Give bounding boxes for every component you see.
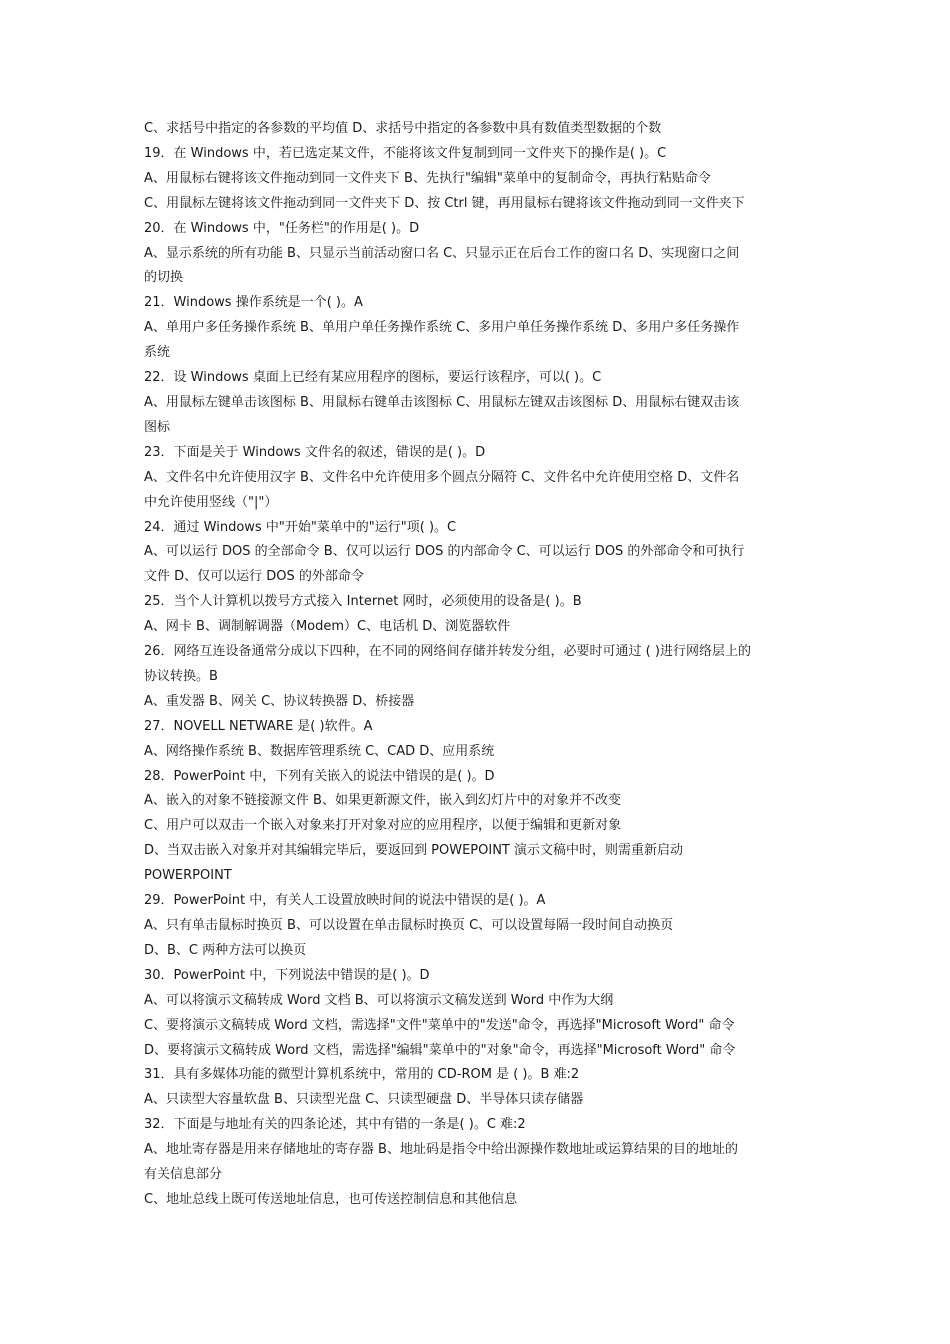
text-line: A、可以运行 DOS 的全部命令 B、仅可以运行 DOS 的内部命令 C、可以运行 DOS 的外部命令和可执行	[144, 544, 745, 560]
question-19: 19．在 Windows 中，若已选定某文件，不能将该文件复制到同一文件夹下的操作是( )。C	[144, 145, 667, 161]
text-line: A、网络操作系统 B、数据库管理系统 C、CAD D、应用系统	[144, 743, 495, 759]
text-line: POWERPOINT	[144, 868, 232, 884]
question-22: 22．设 Windows 桌面上已经有某应用程序的图标，要运行该程序，可以( )。C	[144, 370, 602, 386]
text-line: 文件 D、仅可以运行 DOS 的外部命令	[144, 569, 364, 585]
text-line: 协议转换。B	[144, 668, 218, 684]
text-line: A、显示系统的所有功能 B、只显示当前活动窗口名 C、只显示正在后台工作的窗口名 D、实现窗口之间	[144, 245, 740, 261]
text-line: A、只读型大容量软盘 B、只读型光盘 C、只读型硬盘 D、半导体只读存储器	[144, 1092, 584, 1108]
document-page	[144, 117, 812, 1213]
question-28: 28．PowerPoint 中，下列有关嵌入的说法中错误的是( )。D	[144, 768, 495, 784]
text-line: 图标	[144, 419, 171, 435]
text-line: C、要将演示文稿转成 Word 文档，需选择"文件"菜单中的"发送"命令，再选择"Microsoft Word" 命令	[144, 1017, 735, 1033]
text-line: 系统	[144, 345, 171, 361]
text-line: A、地址寄存器是用来存储地址的寄存器 B、地址码是指令中给出源操作数地址或运算结果的目的地址的	[144, 1142, 738, 1158]
text-line: C、求括号中指定的各参数的平均值 D、求括号中指定的各参数中具有数值类型数据的个数	[144, 121, 662, 136]
question-26: 26．网络互连设备通常分成以下四种，在不同的网络间存储并转发分组，必要时可通过 ( )进行网络层上的	[144, 644, 751, 660]
question-20: 20．在 Windows 中，"任务栏"的作用是( )。D	[144, 220, 420, 236]
text-line: D、当双击嵌入对象并对其编辑完毕后，要返回到 POWEPOINT 演示文稿中时，则需重新启动	[144, 843, 683, 859]
text-line: C、用鼠标左键将该文件拖动到同一文件夹下 D、按 Ctrl 键，再用鼠标右键将该文件拖动到同一文件夹下	[144, 195, 745, 211]
text-line: A、可以将演示文稿转成 Word 文档 B、可以将演示文稿发送到 Word 中作为大纲	[144, 992, 614, 1008]
question-31: 31．具有多媒体功能的微型计算机系统中，常用的 CD-ROM 是 ( )。B 难:2	[144, 1067, 580, 1083]
text-line: A、单用户多任务操作系统 B、单用户单任务操作系统 C、多用户单任务操作系统 D、多用户多任务操作	[144, 320, 740, 336]
text-line: C、地址总线上既可传送地址信息，也可传送控制信息和其他信息	[144, 1191, 518, 1207]
question-24: 24．通过 Windows 中"开始"菜单中的"运行"项( )。C	[144, 519, 457, 535]
text-line: D、要将演示文稿转成 Word 文档，需选择"编辑"菜单中的"对象"命令，再选择"Microsoft Word" 命令	[144, 1042, 736, 1058]
text-line: A、网卡 B、调制解调器（Modem）C、电话机 D、浏览器软件	[144, 619, 511, 635]
question-29: 29．PowerPoint 中，有关人工设置放映时间的说法中错误的是( )。A	[144, 893, 546, 909]
text-line: A、文件名中允许使用汉字 B、文件名中允许使用多个圆点分隔符 C、文件名中允许使用空格 D、文件名	[144, 469, 740, 485]
text-line: A、用鼠标左键单击该图标 B、用鼠标右键单击该图标 C、用鼠标左键双击该图标 D、用鼠标右键双击该	[144, 394, 740, 410]
text-line: 有关信息部分	[144, 1167, 223, 1183]
question-21: 21．Windows 操作系统是一个( )。A	[144, 295, 363, 311]
text-line: C、用户可以双击一个嵌入对象来打开对象对应的应用程序，以便于编辑和更新对象	[144, 818, 622, 834]
question-32: 32．下面是与地址有关的四条论述，其中有错的一条是( )。C 难:2	[144, 1117, 526, 1133]
text-line: A、用鼠标右键将该文件拖动到同一文件夹下 B、先执行"编辑"菜单中的复制命令，再执行粘贴命令	[144, 170, 711, 186]
text-line: A、重发器 B、网关 C、协议转换器 D、桥接器	[144, 693, 415, 709]
question-27: 27．NOVELL NETWARE 是( )软件。A	[144, 718, 373, 734]
text-line: 中允许使用竖线（"|"）	[144, 494, 278, 510]
text-line: D、B、C 两种方法可以换页	[144, 942, 307, 958]
question-30: 30．PowerPoint 中，下列说法中错误的是( )。D	[144, 967, 430, 983]
question-23: 23．下面是关于 Windows 文件名的叙述，错误的是( )。D	[144, 444, 486, 460]
text-line: A、只有单击鼠标时换页 B、可以设置在单击鼠标时换页 C、可以设置每隔一段时间自动换页	[144, 918, 674, 933]
text-line: A、嵌入的对象不链接源文件 B、如果更新源文件，嵌入到幻灯片中的对象并不改变	[144, 793, 621, 809]
text-line: 的切换	[144, 270, 184, 286]
question-25: 25．当个人计算机以拨号方式接入 Internet 网时，必须使用的设备是( )。B	[144, 594, 582, 610]
